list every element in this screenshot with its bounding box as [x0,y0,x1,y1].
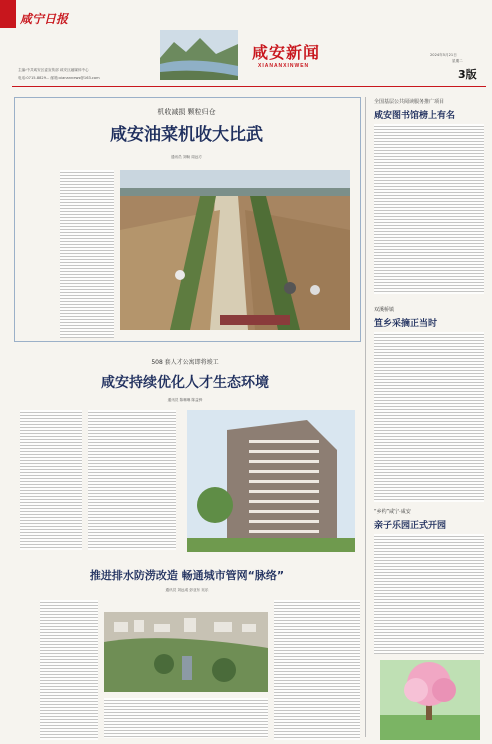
story3-body-right [274,600,360,740]
lead-kicker: 机收减损 颗粒归仓 [157,108,216,116]
page-number: 3版 [458,68,477,81]
masthead-rule [12,86,486,87]
story3-body-left [40,600,98,740]
masthead-contact-1: 主编:中共咸安区委宣传部 咸安区融媒体中心 [18,68,89,72]
lead-body-text [60,170,114,338]
story2-headline: 咸安持续优化人才生态环境 [101,375,269,391]
section-pinyin: XIANANXINWEN [258,63,310,69]
story3-headline: 推进排水防涝改造 畅通城市管网“脉络” [89,569,285,582]
story2-byline: 通讯员 陈琳琳 陈益骅 [167,398,203,402]
masthead-landscape-photo [160,30,238,80]
park-photo [380,660,480,740]
right-body-3 [374,534,484,654]
section-title: 咸安新闻 [252,43,321,62]
right-body-2 [374,332,484,502]
lead-byline: 通讯员 刘畅 周远方 [170,155,203,159]
story3-body-mid [104,698,268,738]
story2-kicker: 508 套人才公寓即将竣工 [151,359,219,366]
right-column-divider [365,97,366,737]
issue-weekday: 星期二 [452,59,463,63]
apartment-photo [187,410,355,552]
issue-date: 2024年5月21日 [430,53,457,57]
right-kicker-1: 全国基层公共阅读服务推广项目 [374,99,445,105]
story2-body-left [20,410,82,550]
paper-logo [0,0,16,28]
story3-byline: 通讯员 刘远成 彭亚东 吴乐 [165,588,209,592]
paper-logo-text: 咸宁日报 [20,12,69,26]
right-section-3: “乡约”咸宁·咸安 [374,509,411,515]
right-headline-2: 笪乡采摘正当时 [374,319,438,329]
right-headline-3: 亲子乐园正式开园 [374,521,447,531]
right-section-2: 双溪桥镇 [374,307,395,313]
lead-headline: 咸安油菜机收大比武 [110,125,263,145]
lead-field-photo [120,170,350,330]
story2-body-mid [88,410,176,550]
city-aerial-photo [104,612,268,692]
masthead-contact-2: 电话:0715-8829... 邮箱:xianannews@163.com [18,76,100,80]
right-body-1 [374,124,484,294]
right-headline-1: 咸安图书馆榜上有名 [374,111,456,121]
